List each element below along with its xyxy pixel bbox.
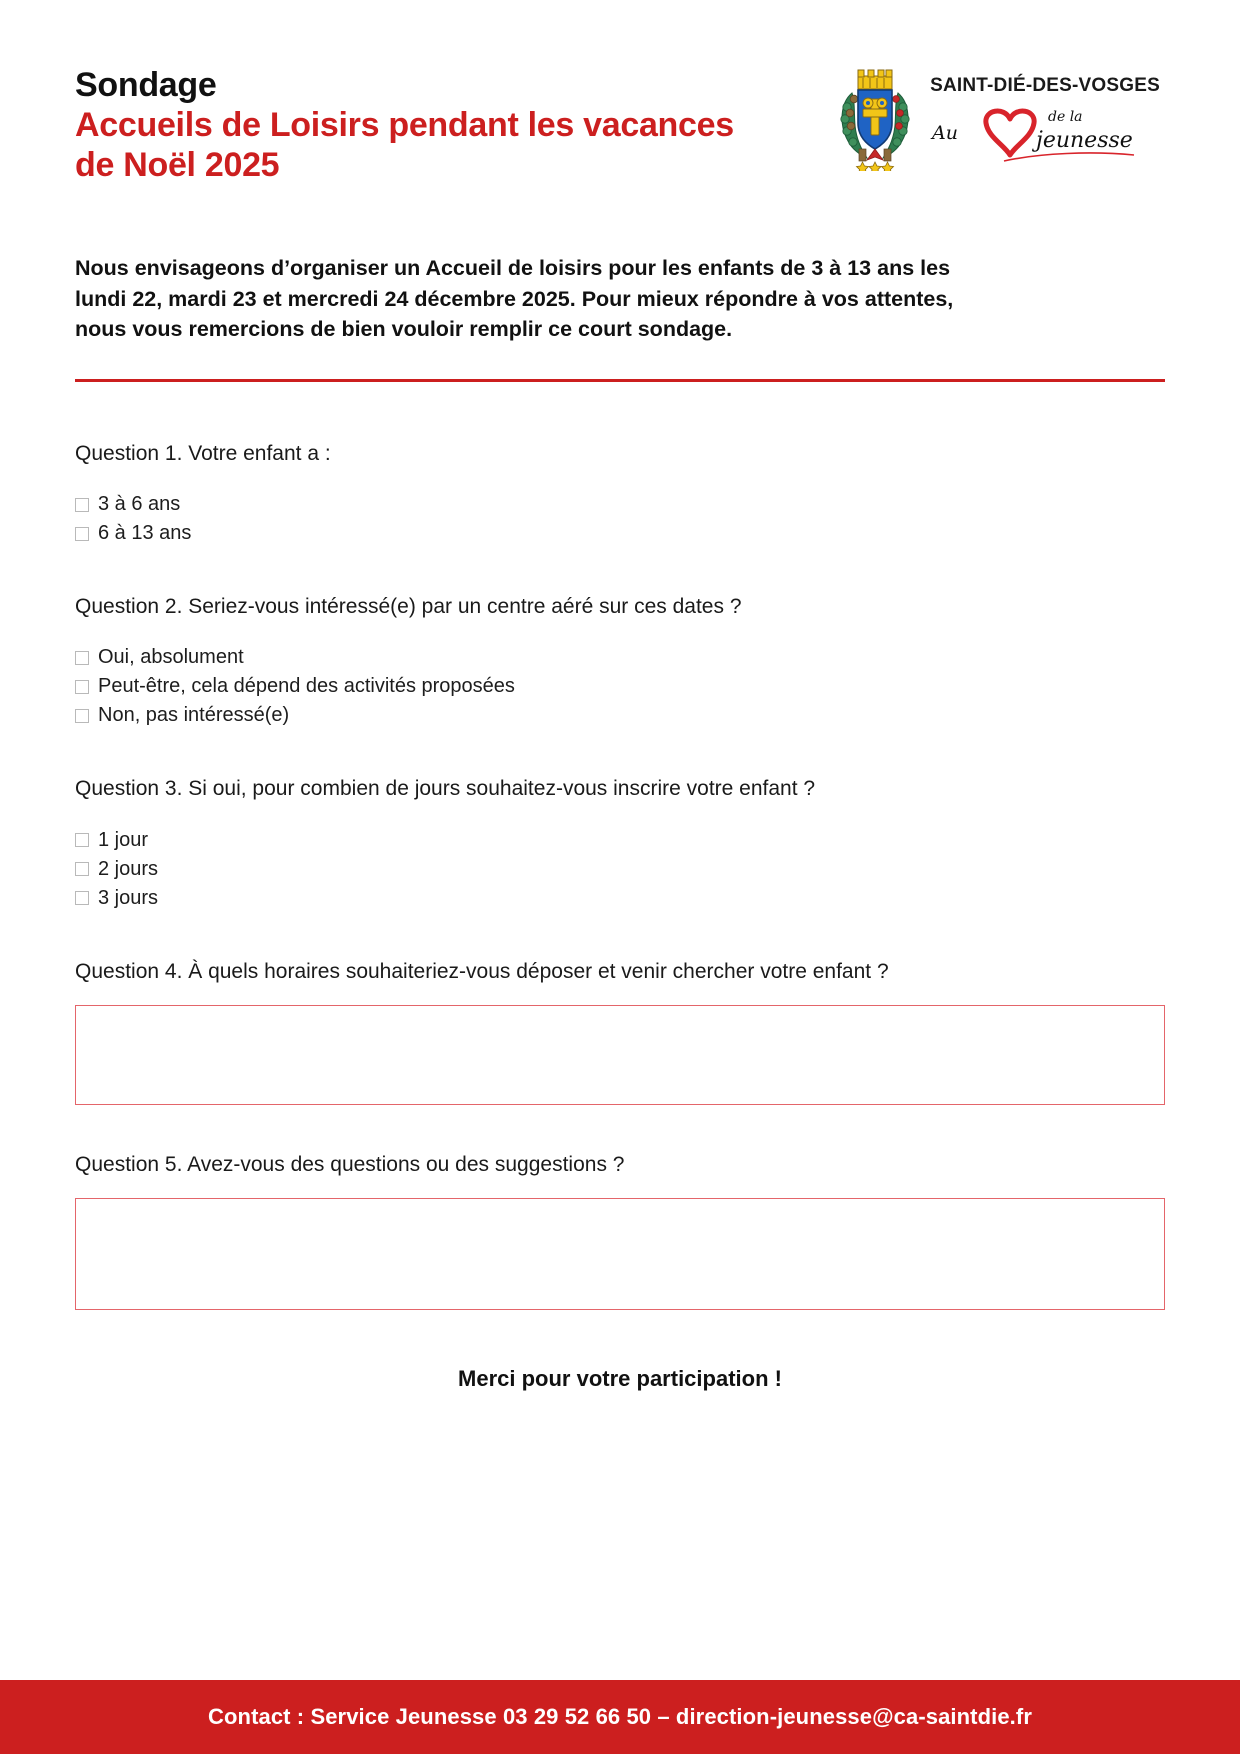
header-divider (75, 379, 1165, 382)
question-title-1: Question 1. Votre enfant a : (75, 441, 331, 465)
question-block-4 (75, 958, 1165, 1105)
option-row[interactable] (75, 491, 1165, 518)
checkbox-icon[interactable] (75, 891, 89, 905)
question-options-2 (75, 644, 1165, 729)
question-block-5 (75, 1151, 1165, 1310)
question-title-3: Question 3. Si oui, pour combien de jours souhaitez-vous inscrire votre enfant ? (75, 777, 816, 801)
option-row[interactable] (75, 644, 1165, 671)
checkbox-icon[interactable] (75, 862, 89, 876)
logo-text-group (930, 71, 1160, 163)
answer-textbox-5[interactable] (75, 1198, 1165, 1310)
svg-text:Au: Au (932, 122, 959, 144)
title-group (75, 55, 755, 185)
option-row[interactable] (75, 827, 1165, 854)
question-options-3 (75, 827, 1165, 912)
checkbox-icon[interactable] (75, 680, 89, 694)
question-block-2 (75, 593, 1165, 729)
question-options-1 (75, 491, 1165, 547)
checkbox-icon[interactable] (75, 833, 89, 847)
page-footer (0, 1680, 1240, 1754)
option-row[interactable] (75, 673, 1165, 700)
option-label: 3 à 6 ans (98, 493, 181, 516)
option-label: Peut-être, cela dépend des activités proposées (98, 675, 515, 698)
checkbox-icon[interactable] (75, 527, 89, 541)
logo-tagline (930, 97, 1136, 163)
svg-text:jeunesse: jeunesse (1036, 128, 1133, 153)
option-label: 1 jour (98, 828, 149, 851)
thanks-message: Merci pour votre participation ! (458, 1366, 782, 1392)
page-subtitle: Accueils de Loisirs pendant les vacances de Noël 2025 (75, 106, 734, 185)
option-row[interactable] (75, 520, 1165, 547)
page-header (75, 55, 1165, 185)
question-title-2: Question 2. Seriez-vous intéressé(e) par un centre aéré sur ces dates ? (75, 595, 742, 619)
option-row[interactable] (75, 885, 1165, 912)
footer-contact-text: Contact : Service Jeunesse 03 29 52 66 50 – direction-jeunesse@ca-saintdie.fr (208, 1704, 1032, 1729)
checkbox-icon[interactable] (75, 498, 89, 512)
option-label: 6 à 13 ans (98, 522, 192, 545)
option-label: 2 jours (98, 857, 159, 880)
option-row[interactable] (75, 702, 1165, 729)
question-block-3 (75, 775, 1165, 911)
checkbox-icon[interactable] (75, 651, 89, 665)
question-title-5: Question 5. Avez-vous des questions ou des suggestions ? (75, 1153, 625, 1177)
city-name-label: SAINT-DIÉ-DES-VOSGES (930, 75, 1160, 96)
option-label: Oui, absolument (98, 646, 244, 669)
option-label: 3 jours (98, 886, 159, 909)
option-label: Non, pas intéressé(e) (98, 704, 290, 727)
option-row[interactable] (75, 856, 1165, 883)
page-title: Sondage (75, 66, 217, 104)
coat-of-arms-icon (834, 63, 916, 171)
city-logo (834, 55, 1165, 171)
question-title-4: Question 4. À quels horaires souhaiteriez-vous déposer et venir chercher votre enfant ? (75, 959, 889, 983)
question-block-1 (75, 440, 1165, 547)
answer-textbox-4[interactable] (75, 1005, 1165, 1105)
intro-paragraph: Nous envisageons d’organiser un Accueil de loisirs pour les enfants de 3 à 13 ans les lundi 22, mardi 23 et mercredi 24 décembre 2025. Pour mieux répondre à vos attentes, nous vous remercions de bien vouloir remplir ce court sondage. (75, 256, 954, 342)
svg-text:de la: de la (1048, 109, 1083, 125)
checkbox-icon[interactable] (75, 709, 89, 723)
tagline-heart-icon (930, 97, 1136, 163)
